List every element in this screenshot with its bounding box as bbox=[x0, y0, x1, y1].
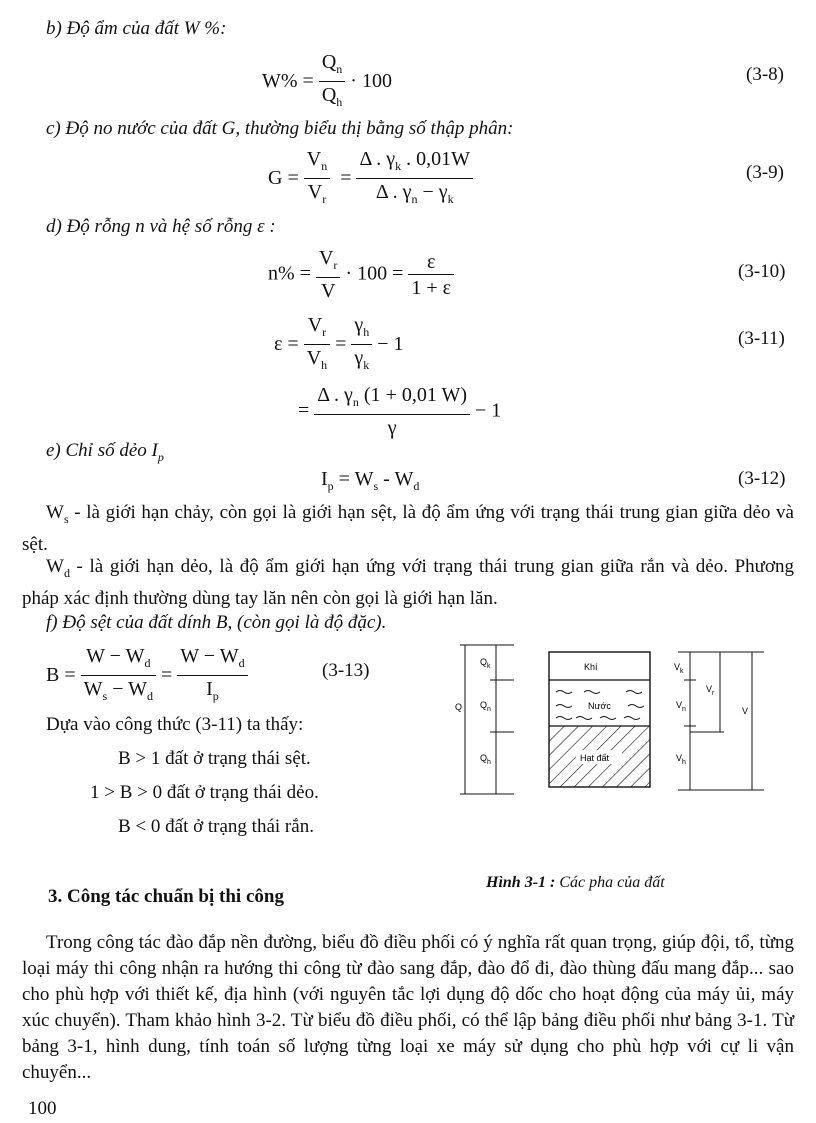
num-rest: . 0,01W bbox=[401, 148, 470, 170]
sym: V bbox=[676, 753, 683, 763]
equation-number: (3-11) bbox=[738, 328, 785, 349]
fraction bbox=[314, 383, 470, 441]
sub: p bbox=[212, 689, 219, 703]
fraction bbox=[408, 250, 454, 301]
caption-bold: Hình 3-1 : bbox=[486, 874, 556, 891]
num: W − W bbox=[86, 645, 145, 667]
label-solid: Hạt đất bbox=[580, 753, 610, 763]
heading-e bbox=[46, 440, 164, 465]
sub: n bbox=[682, 706, 686, 713]
fraction bbox=[356, 147, 473, 212]
sub: h bbox=[321, 358, 328, 372]
paragraph-wd bbox=[22, 554, 794, 612]
label-air: Khí bbox=[584, 662, 598, 672]
num: V bbox=[307, 314, 323, 336]
den-rest: − γ bbox=[417, 181, 448, 203]
sub: d bbox=[146, 689, 153, 703]
eq-lhs: W% = bbox=[262, 70, 314, 93]
conditions-intro: Dựa vào công thức (3-11) ta thấy: bbox=[46, 714, 304, 735]
fraction bbox=[319, 50, 345, 115]
label-Vr bbox=[706, 684, 715, 697]
sym: Q bbox=[480, 700, 488, 710]
label-Vk bbox=[674, 662, 684, 675]
sub: k bbox=[395, 159, 402, 173]
para-text: - là giới hạn chảy, còn gọi là giới hạn sệt, là độ ẩm ứng với trạng thái trung gian giữa dẻo và sệt. bbox=[22, 502, 794, 555]
num: V bbox=[318, 247, 334, 269]
den: I bbox=[206, 678, 213, 700]
den: γ bbox=[354, 347, 364, 369]
phase-box bbox=[549, 652, 650, 787]
label-Vh bbox=[676, 753, 686, 766]
num: V bbox=[306, 148, 322, 170]
equation-3-10 bbox=[268, 246, 454, 304]
equation-3-9 bbox=[268, 147, 473, 212]
den: V bbox=[306, 347, 322, 369]
sub: r bbox=[322, 192, 327, 206]
eq-tail: − 1 bbox=[475, 399, 502, 422]
sub: n bbox=[321, 159, 328, 173]
den-rest: − W bbox=[107, 678, 147, 700]
den: Δ . γ bbox=[375, 181, 412, 203]
caption-text: Các pha của đất bbox=[555, 874, 665, 891]
equals: = bbox=[340, 167, 352, 190]
den: Q bbox=[321, 84, 337, 106]
sub: h bbox=[363, 325, 370, 339]
sub: n bbox=[487, 706, 491, 713]
sub: h bbox=[682, 759, 686, 766]
label-Q: Q bbox=[455, 702, 463, 712]
eq-lhs: B = bbox=[46, 664, 76, 687]
num: ε bbox=[427, 250, 436, 273]
sym: V bbox=[674, 662, 681, 672]
equation-3-12 bbox=[321, 468, 419, 494]
para-text: - là giới hạn dẻo, là độ ẩm giới hạn ứng với trạng thái trung gian giữa rắn và dẻo. Phương pháp xác định thường dùng tay lăn nên còn gọi là giới hạn lăn. bbox=[22, 556, 794, 609]
equation-3-11-continued bbox=[298, 383, 501, 441]
sub: k bbox=[363, 358, 370, 372]
equation-number: (3-8) bbox=[746, 64, 784, 85]
den: V bbox=[307, 181, 323, 203]
sub: h bbox=[487, 759, 491, 766]
equals: = bbox=[160, 664, 173, 687]
fraction bbox=[304, 147, 330, 212]
sub: k bbox=[487, 663, 491, 670]
sub: r bbox=[333, 258, 338, 272]
condition-1: B > 1 đất ở trạng thái sệt. bbox=[118, 748, 311, 769]
eq-lhs: = bbox=[298, 399, 310, 422]
sym: W bbox=[46, 502, 64, 523]
equation-number: (3-13) bbox=[322, 660, 370, 681]
sym: Q bbox=[480, 753, 488, 763]
sym: I bbox=[321, 468, 328, 490]
sym: = W bbox=[333, 468, 374, 490]
equals: = bbox=[335, 333, 347, 356]
figure-caption bbox=[486, 874, 665, 892]
sub: r bbox=[712, 690, 715, 697]
sub: p bbox=[157, 449, 164, 464]
sub: n bbox=[336, 62, 343, 76]
label-Qk bbox=[480, 657, 491, 670]
sub: n bbox=[352, 395, 359, 409]
den: W bbox=[83, 678, 103, 700]
sub: s bbox=[63, 511, 69, 526]
heading-f: f) Độ sệt của đất dính B, (còn gọi là độ đặc). bbox=[46, 612, 387, 633]
equation-3-13 bbox=[46, 644, 248, 709]
sym: V bbox=[676, 700, 683, 710]
heading-d: d) Độ rỗng n và hệ số rỗng ε : bbox=[46, 216, 276, 237]
fraction bbox=[177, 644, 247, 709]
label-Vn bbox=[676, 700, 686, 713]
body-paragraph: Trong công tác đào đắp nền đường, biểu đồ điều phối có ý nghĩa rất quan trọng, giúp đội, tổ, từng loại máy thi công nhận ra hướng thi công từ đào sang đắp, đào đổ đi, đào thùng đấu mang đắp... sao cho phù hợp với thiết kế, địa hình (với nguyên tắc lợi dụng độ dốc cho hoạt động của máy ủi, máy xúc chuyển). Tham khảo hình 3-2. Từ biểu đồ điều phối, có thể lập bảng điều phối như bảng 3-1. Từ bảng 3-1, hình dung, tính toán số lượng từng loại xe máy sử dụng cho phù hợp với cự li vận chuyển... bbox=[22, 932, 794, 1083]
sym: V bbox=[706, 684, 713, 694]
num: Δ . γ bbox=[317, 384, 353, 406]
label-Qh bbox=[480, 753, 491, 766]
sub: k bbox=[680, 668, 684, 675]
condition-3: B < 0 đất ở trạng thái rắn. bbox=[118, 816, 314, 837]
num: γ bbox=[354, 314, 364, 336]
fraction bbox=[316, 246, 340, 304]
sub: d bbox=[144, 656, 151, 670]
section-heading: 3. Công tác chuẩn bị thi công bbox=[48, 886, 284, 907]
fraction bbox=[351, 313, 372, 378]
sub: n bbox=[411, 192, 418, 206]
heading-text: e) Chỉ số dẻo I bbox=[46, 440, 158, 461]
sub: s bbox=[373, 479, 379, 493]
equation-number: (3-10) bbox=[738, 261, 786, 282]
sub: p bbox=[327, 479, 334, 493]
condition-2: 1 > B > 0 đất ở trạng thái dẻo. bbox=[90, 782, 319, 803]
sym: Q bbox=[480, 657, 488, 667]
label-Qn bbox=[480, 700, 491, 713]
sym: - W bbox=[378, 468, 414, 490]
sub: d bbox=[238, 656, 245, 670]
den: 1 + ε bbox=[411, 276, 452, 299]
sub: d bbox=[63, 565, 70, 580]
equation-3-11 bbox=[274, 313, 404, 378]
eq-rhs: · 100 bbox=[350, 70, 392, 93]
eq-mid: · 100 = bbox=[345, 262, 404, 285]
label-water: Nước bbox=[588, 701, 611, 711]
page-number: 100 bbox=[28, 1098, 57, 1119]
sub: r bbox=[322, 325, 327, 339]
eq-tail: − 1 bbox=[377, 333, 404, 356]
label-V: V bbox=[742, 706, 749, 716]
volume-axis bbox=[678, 652, 764, 790]
paragraph-ws bbox=[22, 500, 794, 558]
den: γ bbox=[387, 417, 397, 439]
num: Q bbox=[321, 51, 337, 73]
eq-lhs: G = bbox=[268, 167, 299, 190]
heading-b: b) Độ ẩm của đất W %: bbox=[46, 18, 227, 39]
eq-lhs: ε = bbox=[274, 333, 299, 356]
eq-lhs: n% = bbox=[268, 262, 311, 285]
sub: d bbox=[413, 479, 420, 493]
num: Δ . γ bbox=[359, 148, 396, 170]
fraction bbox=[304, 313, 330, 378]
sub: k bbox=[447, 192, 454, 206]
equation-number: (3-9) bbox=[746, 162, 784, 183]
equation-number: (3-12) bbox=[738, 468, 786, 489]
sub: s bbox=[102, 689, 108, 703]
heading-c: c) Độ no nước của đất G, thường biểu thị bằng số thập phân: bbox=[46, 118, 514, 139]
sym: W bbox=[46, 556, 64, 577]
soil-phase-diagram bbox=[452, 640, 778, 808]
equation-3-8 bbox=[262, 50, 392, 115]
sub: h bbox=[336, 95, 343, 109]
num-rest: (1 + 0,01 W) bbox=[358, 384, 468, 406]
num: W − W bbox=[180, 645, 239, 667]
fraction bbox=[81, 644, 156, 709]
den: V bbox=[320, 280, 336, 302]
